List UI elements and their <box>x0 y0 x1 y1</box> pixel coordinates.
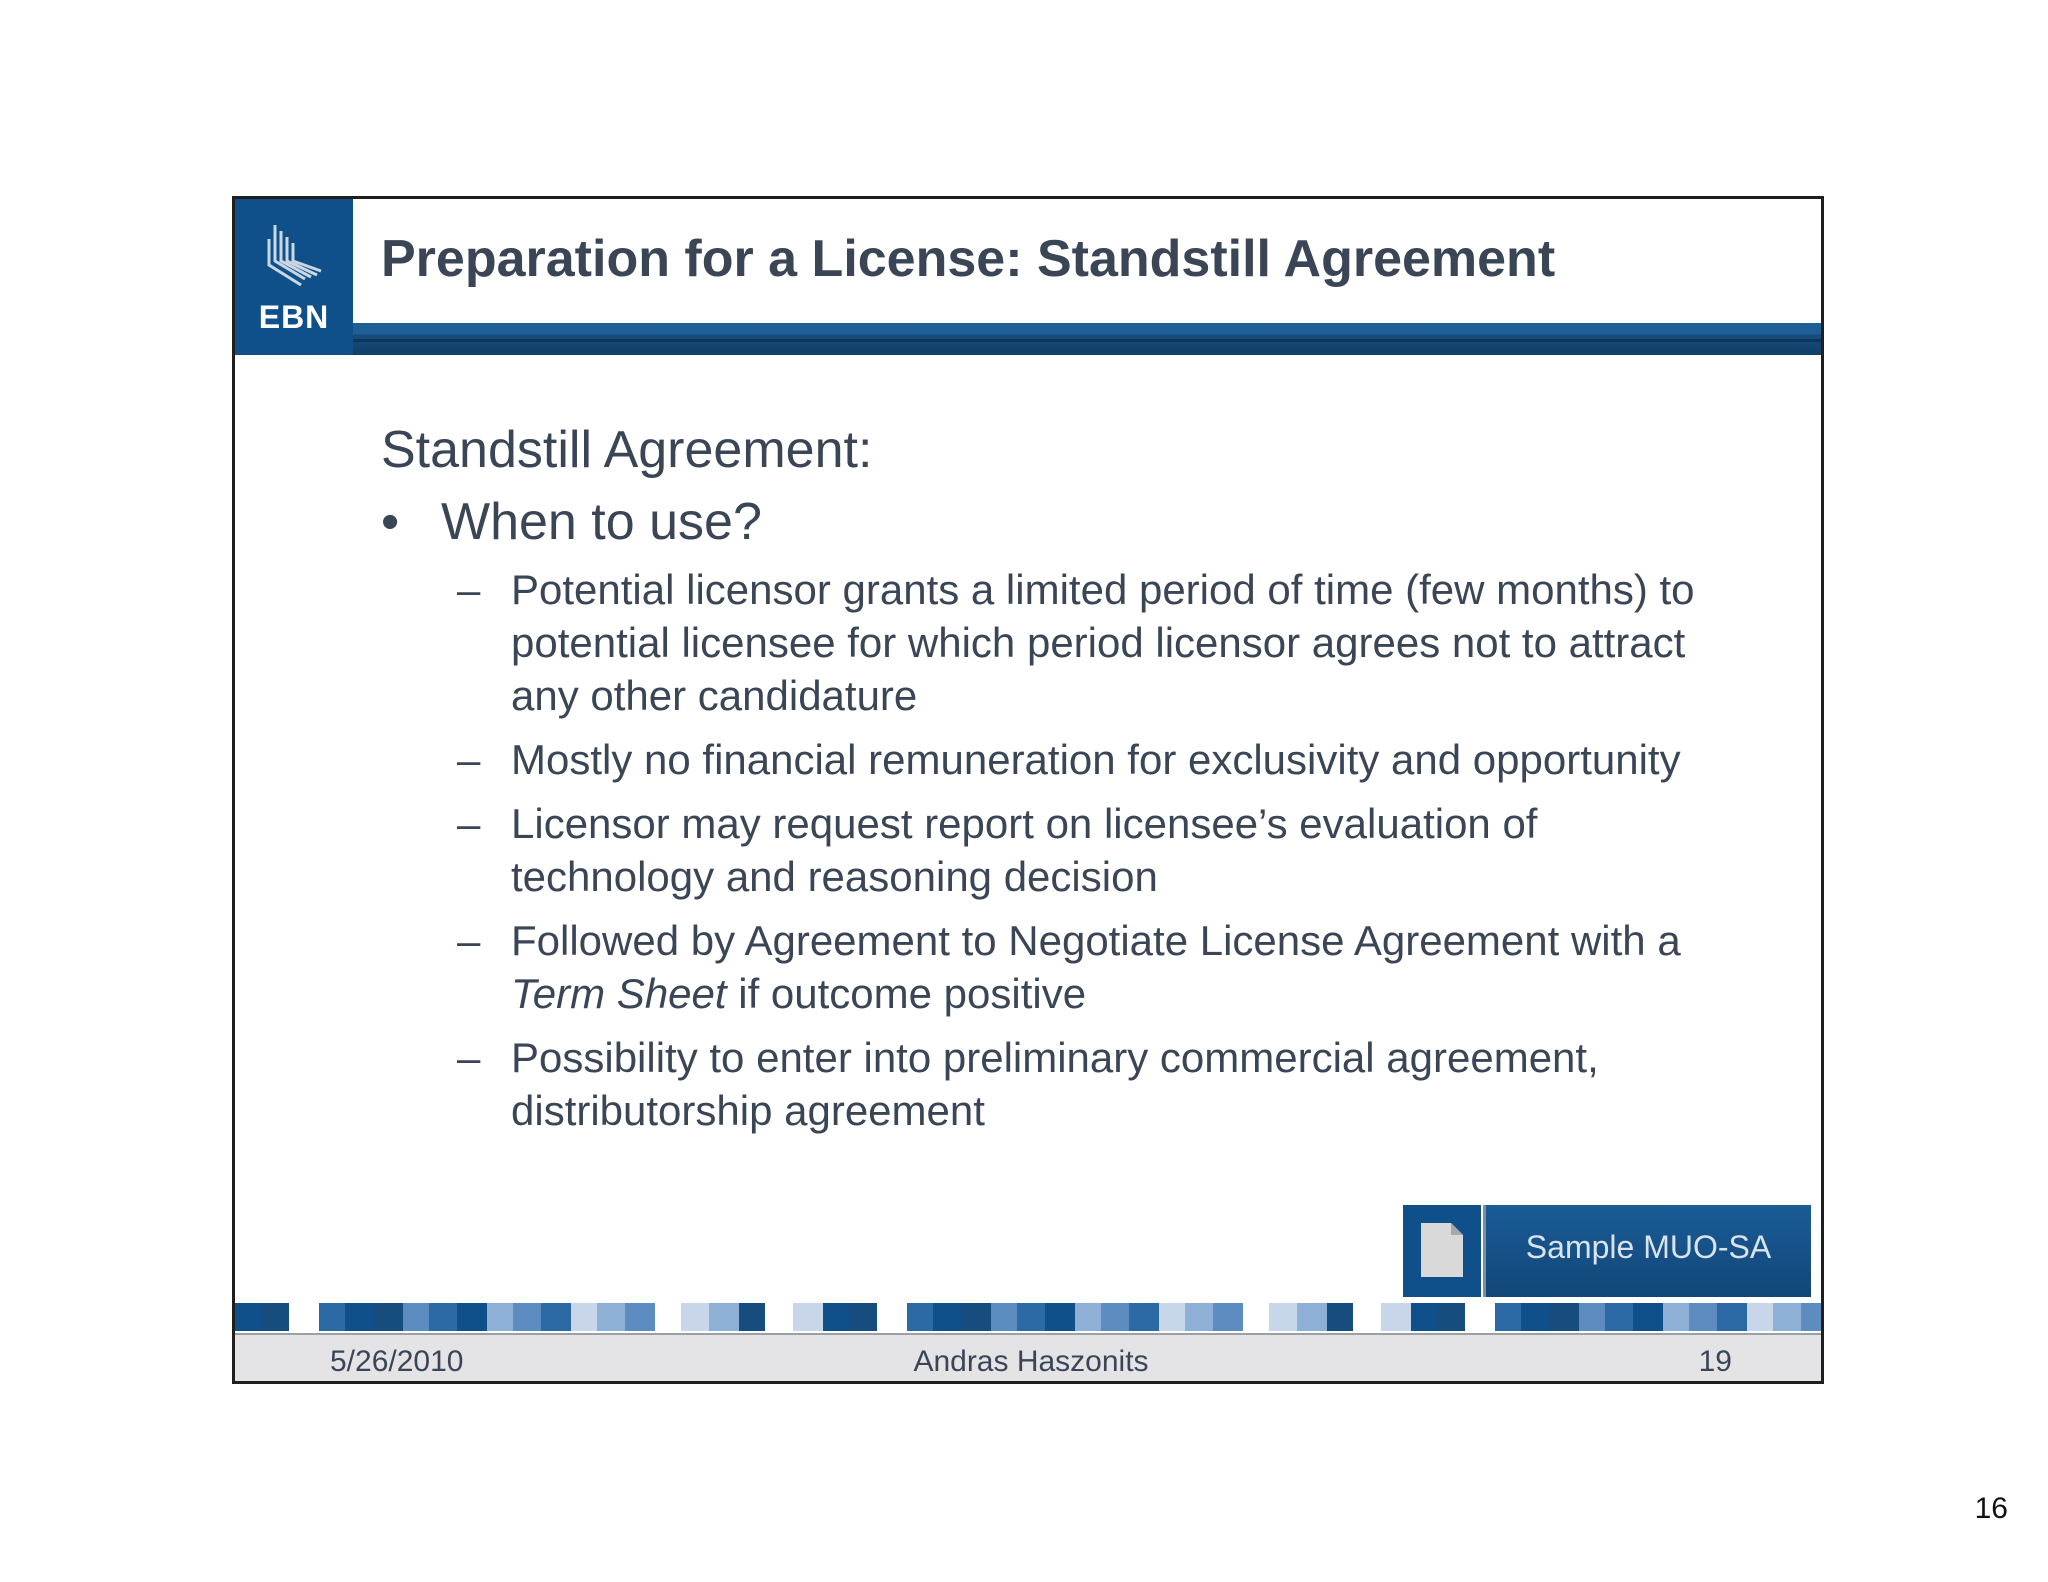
footer-date: 5/26/2010 <box>330 1345 464 1378</box>
pixel-block <box>373 1303 403 1331</box>
pixel-block <box>1579 1303 1605 1331</box>
slide <box>232 196 1824 1384</box>
pixel-block <box>1747 1303 1773 1331</box>
pixel-block <box>1549 1303 1579 1331</box>
document-icon <box>1421 1223 1463 1277</box>
pixel-block <box>709 1303 739 1331</box>
sub-bullet-item <box>381 563 1741 722</box>
title-band-divider <box>353 339 1824 342</box>
logo-text: EBN <box>258 299 330 335</box>
slide-title: Preparation for a License: Standstill Agreement <box>381 230 1556 288</box>
pixel-block <box>961 1303 991 1331</box>
pixel-block <box>1075 1303 1101 1331</box>
pixel-block <box>1327 1303 1353 1331</box>
sub-bullet-text-after: if outcome positive <box>726 970 1087 1017</box>
pixel-block <box>345 1303 373 1331</box>
dash-marker: – <box>457 800 481 847</box>
term-sheet-emphasis: Term Sheet <box>511 970 727 1017</box>
sub-bullet-text-before: Followed by Agreement to Negotiate License Agreement with a <box>511 917 1681 964</box>
pixel-block <box>1465 1303 1495 1331</box>
pixel-block <box>403 1303 429 1331</box>
sub-bullet-text: Potential licensor grants a limited period of time (few months) to potential licensee for which period licensor agrees not to attract any other candidature <box>511 566 1695 719</box>
sub-bullet-item <box>381 797 1741 903</box>
sub-bullet-text: Mostly no financial remuneration for exclusivity and opportunity <box>511 736 1681 783</box>
content-heading: Standstill Agreement: <box>381 421 873 479</box>
pixel-block <box>541 1303 571 1331</box>
footer-author: Andras Haszonits <box>913 1345 1149 1378</box>
pixel-block <box>1521 1303 1549 1331</box>
footer-slide-number: 19 <box>1698 1345 1732 1378</box>
pixel-block <box>681 1303 709 1331</box>
sub-bullet-text: Possibility to enter into preliminary commercial agreement, distributorship agreement <box>511 1034 1599 1134</box>
dash-marker: – <box>457 566 481 613</box>
pixel-block <box>1353 1303 1381 1331</box>
dash-marker: – <box>457 1034 481 1081</box>
pixel-block <box>289 1303 319 1331</box>
pixel-block <box>597 1303 625 1331</box>
bullet-text: When to use? <box>441 493 762 551</box>
pixel-block <box>1045 1303 1075 1331</box>
pixel-block <box>991 1303 1017 1331</box>
pixel-block <box>1129 1303 1159 1331</box>
pixel-block <box>793 1303 823 1331</box>
pixel-block <box>877 1303 907 1331</box>
decorative-pixel-strip <box>235 1303 1824 1331</box>
pixel-block <box>1437 1303 1465 1331</box>
pixel-block <box>1017 1303 1045 1331</box>
pixel-block <box>457 1303 487 1331</box>
pixel-block <box>1605 1303 1633 1331</box>
dash-marker: – <box>457 917 481 964</box>
slide-footer <box>235 1333 1824 1384</box>
sub-bullet-item <box>381 1031 1741 1137</box>
pixel-block <box>625 1303 655 1331</box>
ebn-logo <box>235 199 353 355</box>
pixel-block <box>1633 1303 1663 1331</box>
dash-marker: – <box>457 736 481 783</box>
page-number: 16 <box>1974 1492 2008 1525</box>
pixel-block <box>933 1303 961 1331</box>
pixel-block <box>1185 1303 1213 1331</box>
pixel-block <box>1243 1303 1269 1331</box>
ebn-logo-icon <box>261 219 325 295</box>
pixel-block <box>1663 1303 1689 1331</box>
pixel-block <box>1495 1303 1521 1331</box>
pixel-block <box>1773 1303 1801 1331</box>
pixel-block <box>1213 1303 1243 1331</box>
slide-content <box>381 419 1741 1148</box>
pixel-block <box>907 1303 933 1331</box>
pixel-block <box>1411 1303 1437 1331</box>
pixel-block <box>739 1303 765 1331</box>
sub-bullet-item <box>381 733 1741 786</box>
pixel-block <box>849 1303 877 1331</box>
pixel-block <box>1689 1303 1717 1331</box>
pixel-block <box>487 1303 513 1331</box>
pixel-block <box>1101 1303 1129 1331</box>
pixel-block <box>319 1303 345 1331</box>
pixel-block <box>1717 1303 1747 1331</box>
pixel-block <box>1297 1303 1327 1331</box>
sub-bullet-item <box>381 914 1741 1020</box>
bullet-item <box>381 491 1741 553</box>
pixel-block <box>1159 1303 1185 1331</box>
pixel-block <box>429 1303 457 1331</box>
sample-muo-sa-button[interactable] <box>1403 1205 1811 1297</box>
sample-icon-box <box>1403 1205 1481 1297</box>
sample-button-label: Sample MUO-SA <box>1525 1229 1772 1265</box>
pixel-block <box>1381 1303 1411 1331</box>
pixel-block <box>1801 1303 1824 1331</box>
sub-bullet-text <box>511 917 1681 1017</box>
pixel-block <box>513 1303 541 1331</box>
pixel-block <box>655 1303 681 1331</box>
pixel-block <box>1269 1303 1297 1331</box>
sub-bullet-list <box>381 563 1741 1137</box>
bullet-marker: • <box>381 493 400 551</box>
pixel-block <box>261 1303 289 1331</box>
pixel-block <box>235 1303 261 1331</box>
pixel-block <box>765 1303 793 1331</box>
pixel-block <box>823 1303 849 1331</box>
sample-label-box <box>1483 1205 1811 1297</box>
pixel-block <box>571 1303 597 1331</box>
sub-bullet-text: Licensor may request report on licensee’s evaluation of technology and reasoning decision <box>511 800 1538 900</box>
